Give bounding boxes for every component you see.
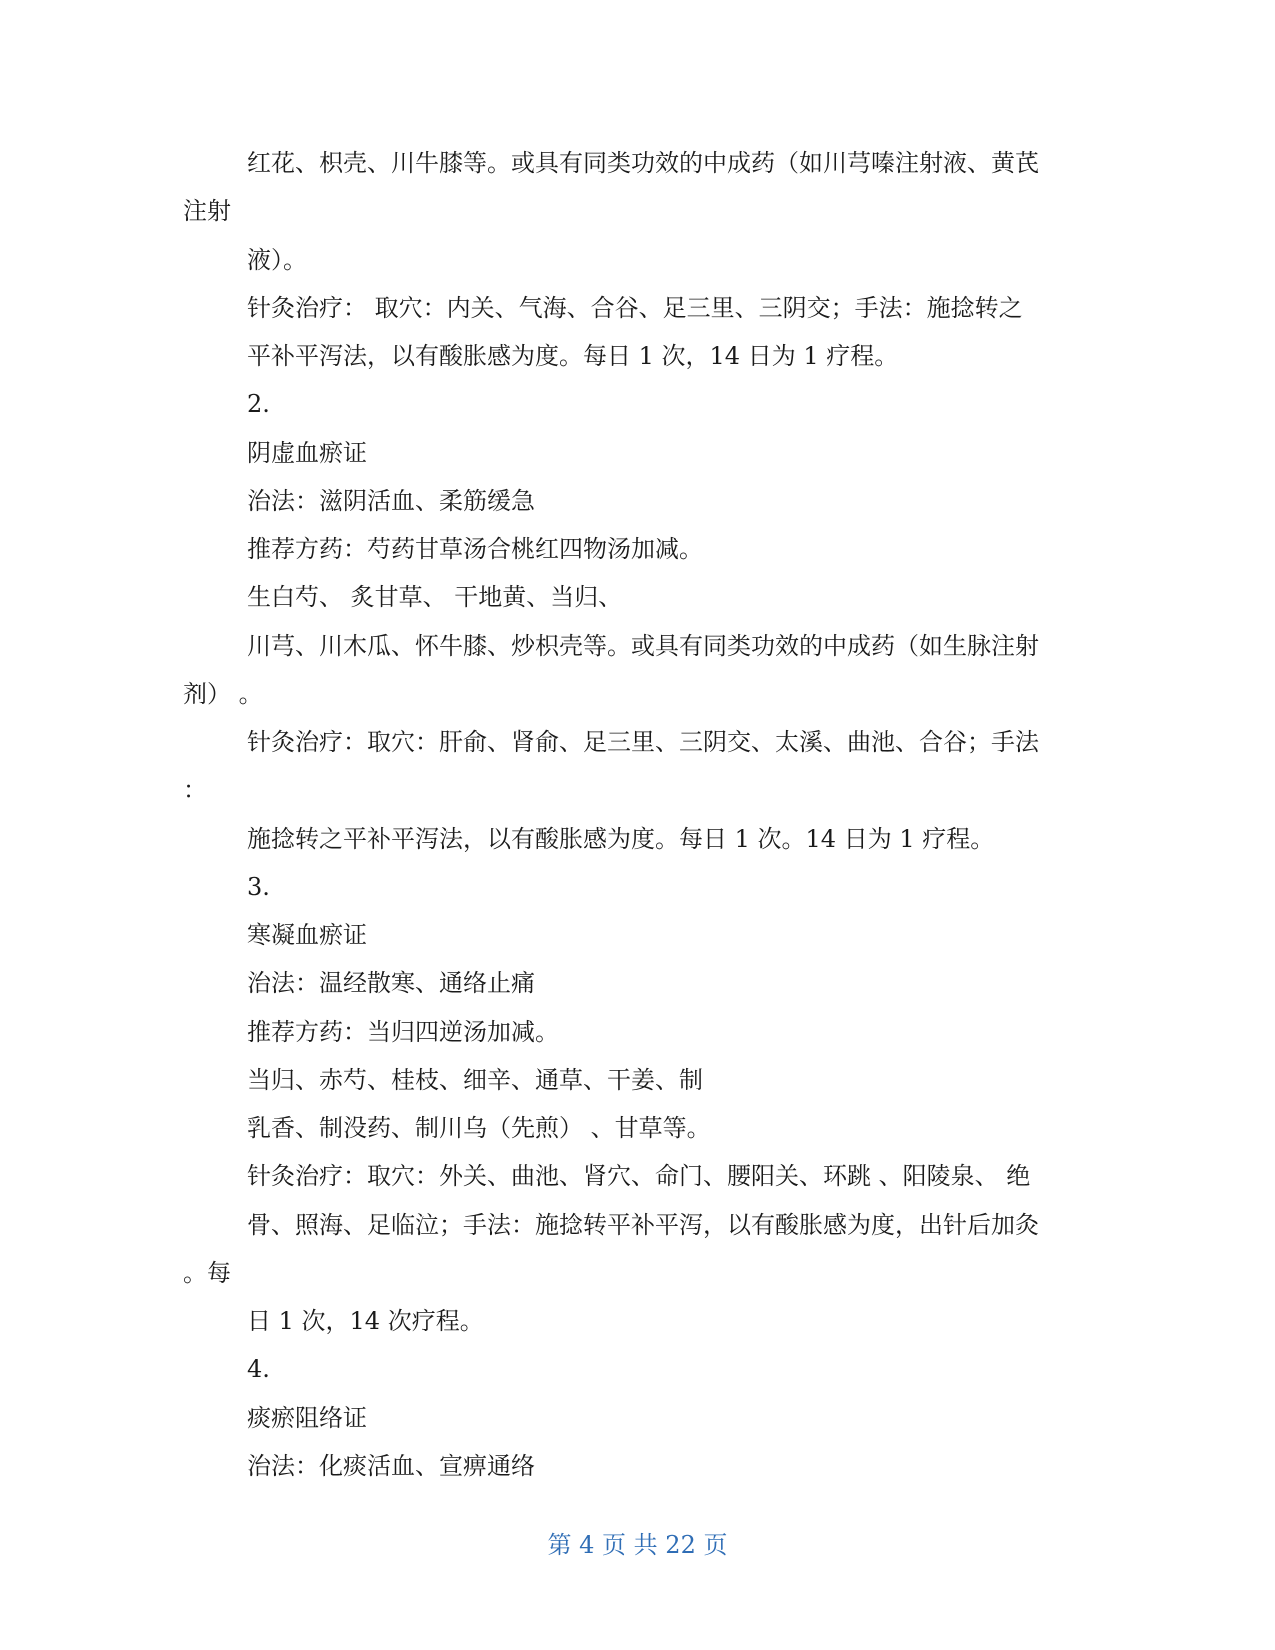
text-line: 川芎、川木瓜、怀牛膝、炒枳壳等。或具有同类功效的中成药（如生脉注射 bbox=[247, 631, 1039, 660]
text-line: 针灸治疗：取穴：肝俞、肾俞、足三里、三阴交、太溪、曲池、合谷；手法 bbox=[247, 728, 1039, 756]
text-line: 治法：化痰活血、宣痹通络 bbox=[247, 1451, 535, 1480]
text-line: 针灸治疗：取穴：外关、曲池、肾穴、命门、腰阳关、环跳 、阳陵泉、 绝 bbox=[247, 1162, 1031, 1191]
section-number: 4. bbox=[247, 1355, 270, 1384]
text-line: 推荐方药：芍药甘草汤合桃红四物汤加减。 bbox=[247, 535, 703, 563]
text-line: 剂） 。 bbox=[183, 679, 263, 708]
text-line: 当归、赤芍、桂枝、细辛、通草、干姜、制 bbox=[247, 1065, 703, 1094]
text-line: 治法：滋阴活血、柔筋缓急 bbox=[247, 486, 535, 515]
text-line: 平补平泻法，以有酸胀感为度。每日 1 次，14 日为 1 疗程。 bbox=[247, 342, 899, 370]
text-line: 红花、枳壳、川牛膝等。或具有同类功效的中成药（如川芎嗪注射液、黄芪 bbox=[247, 149, 1039, 177]
text-line: 治法：温经散寒、通络止痛 bbox=[247, 969, 535, 998]
page-number: 第 4 页 共 22 页 bbox=[547, 1531, 728, 1559]
document-body bbox=[183, 139, 1183, 1490]
text-line: 。每 bbox=[183, 1258, 231, 1287]
section-heading: 阴虚血瘀证 bbox=[247, 438, 367, 467]
text-line: 注射 bbox=[183, 197, 231, 226]
section-number: 2. bbox=[247, 390, 270, 419]
text-line: 生白芍、 炙甘草、 干地黄、当归、 bbox=[247, 583, 623, 612]
section-heading: 痰瘀阻络证 bbox=[247, 1403, 367, 1432]
text-line: ： bbox=[183, 776, 207, 805]
section-number: 3. bbox=[247, 872, 270, 901]
text-line: 日 1 次，14 次疗程。 bbox=[247, 1307, 484, 1335]
section-heading: 寒凝血瘀证 bbox=[247, 921, 367, 949]
text-line: 液）。 bbox=[247, 245, 307, 274]
text-line: 骨、照海、足临泣；手法：施捻转平补平泻，以有酸胀感为度，出针后加灸 bbox=[247, 1210, 1039, 1239]
text-line: 推荐方药：当归四逆汤加减。 bbox=[247, 1017, 559, 1046]
text-line: 乳香、制没药、制川乌（先煎） 、甘草等。 bbox=[247, 1114, 711, 1142]
text-line: 施捻转之平补平泻法，以有酸胀感为度。每日 1 次。14 日为 1 疗程。 bbox=[247, 824, 995, 853]
text-line: 针灸治疗： 取穴：内关、气海、合谷、足三里、三阴交；手法：施捻转之 bbox=[247, 293, 1023, 322]
